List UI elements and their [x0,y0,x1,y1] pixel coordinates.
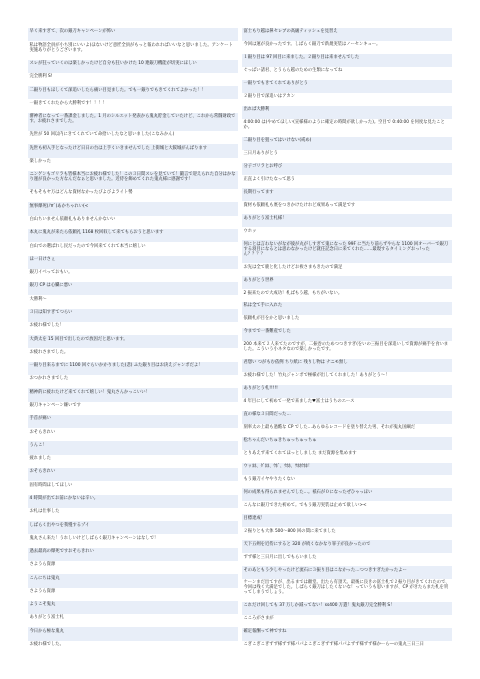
response-row: 松ちゃんだいちゅきちゅっちゅっちゅ [242,437,452,450]
response-row: さようら資源 [28,561,238,574]
response-row: 二銀り目もほしくて深追いしたら痛い目見ました。でも一銀りでもきてくれてよかった！！ [28,86,238,99]
response-row: 刻率太の上最も過酷な CP でした…あらゆるレコードを塗り替えた男、それが鬼丸国綱だ [242,424,452,437]
response-row: 白山ちいません依頼礼もありませんかないい [28,216,238,229]
response-row: 銀刀キャンペーン嫌いです [28,402,238,415]
response-row: １銀り目は 97 回目に来ました。２銀り目は来ませんでした [242,54,452,67]
response-row: 大勝利～ [28,295,238,308]
response-row: 無事爆死(ﾉ∀`)あかちゃれい(< [28,202,238,215]
response-row: おつかれさまでした [28,375,238,388]
response-row: もう銀刀イヤやりたくない [242,475,452,488]
response-row: ウッﾎﾎ、ﾀﾞﾎﾎ、ｳﾎﾞ、ｳﾎﾎ、ｳﾎﾎｳﾎﾎ！ [242,463,452,476]
response-row: 君想い つがもむ依例 ちり紙に 残りし物は ナニモ無し [242,359,452,372]
response-row: 何の成果も得られませんでした…。祇石が０になったぜひゃっほい [242,488,452,501]
response-row: 大典太を 15 回目で出したので放因だと思います。 [28,335,238,348]
response-row: ぐっぱい諸君、とうらら越のための生類になってね [242,67,452,80]
response-row: 2 振来たので大成功！札ばもう越、もちがいない。 [242,289,452,302]
response-row: 4 時間が出てお前にかないは辛い。 [28,495,238,508]
response-row: ケーンまだ出てすが、出るまでは頼堂。出たら有頂天。最後に良きの富士札で２振り目がきてくれたので、今回は残く大満足でした。しばらく銀刀はしたくないな！っていうも思いますが、CP がきたらまた札を買ってしまうでしょう。 [242,579,452,602]
response-row: 今回は運が良かったです。しばらく銀刀で新規実装はノーセンキュー。 [242,41,452,54]
response-row: 今までで一番難産でした [242,328,452,341]
response-row: おそらきれい [28,468,238,481]
response-row: 確定報酬って神ですね [242,628,452,641]
response-row: 富士もり越は鼻セレブの高級ティッシュを見習え [242,28,452,41]
response-row: これだけ回しても 37 万しか減ってない！ss400 万遣！鬼丸銀刀完全勝利 S！ [242,602,452,615]
response-row: 一銀りでもきてくれてありがとう [242,80,452,93]
response-row: 一銀り目来るまでに 1100 回ぐらいかかりました(悲) ふた銀り目はお決えジャンボだよ！ [28,362,238,375]
response-row: 手首が痛い [28,415,238,428]
response-row: 私は全て手に入れた [242,302,452,315]
response-row: ありがとう札!!!!! [242,385,452,398]
response-row: ありがとう富士札様！ [242,214,452,227]
response-row: 一銀きてくれたから大勝利です！！！！ [28,99,238,112]
response-row: おそらきれい [28,428,238,441]
left-response-column [28,28,238,654]
response-row: 目標達成！ [242,514,452,527]
response-row: 4:00:00 は(やめてほしい(宣様様のように確定の時間が欲しかった)。空目で 0:40:00 を何度な見たことか。 [242,119,452,137]
response-row: 分子ゴリラとお呼び [242,163,452,176]
response-row: お疲れ様でした！竹丸ジャンボで極様が出してくれました！ありがとう～！ [242,372,452,385]
response-row: 固有時間ほしてほしい [28,481,238,494]
response-row: スレが狂っていくのは楽しかったけど自分も狂いかけた 10 連銀刀機能が切実にほしい [28,60,238,73]
response-row: ありがとう富士札 [28,614,238,627]
response-row: 二銀り目を狙ってはいけない(戒め) [242,137,452,150]
response-row: ようこそ鬼丸 [28,601,238,614]
response-row: 鬼丸さん来た！うれしいけどしばらく銀刀キャンペーンはなしで！ [28,534,238,547]
response-row: 審神者になって一番課金しました。1 月のシルエット発表から鬼丸貯金していたけど、これから常闘財政です。お疲れさまでした。 [28,113,238,131]
response-row: そのあともう少しやったけど流石に３振り目はこなかった…つつきすぎたかったよー [242,566,452,579]
response-row: ウホッ [242,227,452,240]
response-row: こんなに銀刀できた初めて。でもう銀刀実装は止めて欲しい>< [242,501,452,514]
response-row: お疲れ様でした！ [28,322,238,335]
response-row: さようら資源 [28,588,238,601]
response-row: 200 本来て２人来てたのですが、二振巻のためつつきすぎ(をいの三振目を深追いしで資源が痛手を食いました。こういう小ネタなので楽しかったです。 [242,341,452,359]
response-row: 疲れました [28,455,238,468]
response-row: とりあえず来てくれてほっとしました まだ資源を集めます [242,450,452,463]
response-row: 銀刀イベっておもい。 [28,269,238,282]
response-row: ２銀り目で深追いはアカン [242,93,452,106]
response-row: ３日は知すぎてつらい [28,309,238,322]
response-row: 直の様な３日間だった… [242,411,452,424]
response-row: 4 年目にして初めて一発で来ました♥富士はうちのエース [242,398,452,411]
response-row: しばらく出やつを我慢するゾイ [28,521,238,534]
response-row: 銀刀 CP は心臓に悪い [28,282,238,295]
response-row: 完全勝利 S! [28,73,238,86]
response-row: 出れば大勝利 [242,106,452,119]
response-row: 先世も初入手となったけど日日の台は上手くいきませんでした 上街城と大阪城がんばります [28,144,238,157]
response-row: ２振りとも大体 500～800 回の間に来てました [242,527,452,540]
response-row: 依頼札が目をかと思いました [242,315,452,328]
response-row: 精神的に疲れたけど来てくれて嬉しい！鬼丸さんかっこいい！ [28,388,238,401]
response-row: うんこ！ [28,441,238,454]
response-row: そもそもヤ万はどんな資材なかったびよびよライト勢 [28,189,238,202]
response-row: お札は仕事した [28,508,238,521]
response-row: 先世が 50 回以内にきてくれていて命拾いしたなと思いました(こなみかん) [28,131,238,144]
response-row: 長期行ってます [242,188,452,201]
response-row: こころがさまが [242,615,452,628]
response-row: 今日から極な鬼丸 [28,627,238,640]
response-row: 白山での選ばれし民だったので今回来てくれて本当に嬉しい [28,242,238,255]
response-row: 本丸に鬼丸が来たら依頼礼 1168 枚回収して来てもらおうと思います [28,229,238,242]
response-row: こぎこぎこぎずず様ずず様パパよこぎこぎずず様パパよずず様ずず様かーら―の鬼丸三日三日 [242,641,452,654]
response-row: ほ一日けさぇ [28,256,238,269]
response-row: 何にとは言わないがなが彼が丸がしすぎて鬼になった 99F に当たり前らずやらな 1100 回オーバーで銀刀する羽目になるとは思わなかったけど就任記念日に来てくれた……最現するタイミングおっ!ったん？？？？ [242,240,452,263]
right-response-column [242,28,452,654]
response-row: 私は物語全員が小ち別にいいよ(ほないけど意匠全員がもっと報われればいいなと思いました。アンケート実施ありがとうございます。 [28,41,238,59]
response-row: 資材も依頼礼も底をつきかけたけれど成果あって満足です [242,201,452,214]
response-row: こんにちは鬼丸 [28,574,238,587]
response-row: お疲れさまでした。 [28,348,238,361]
response-row: 三日月ありがとう [242,150,452,163]
response-row: 天下五剣を近侍にすると 320 が続くなかなり罪子が良かったので [242,540,452,553]
response-row: ずず様と三日月に出しでもらいました [242,553,452,566]
response-row: 楽しかった [28,158,238,171]
response-row: ニンゲンもゴリラも皆様本当にお疲れ様でした！この３日間スレを見ていて！鍛言で迎えられた自分はかなり運が良かった方なんだなぁと思いました。近侍を飾めてくれた鬼丸様に感謝です！ [28,171,238,189]
response-row: 正直よく引けたなって思う [242,175,452,188]
response-row: お先は全て鹿と化したけどお祓さまもきたので満足 [242,263,452,276]
survey-responses-page [28,28,452,654]
response-row: 早く来すぎて、次の銀刀キャンペーンが怖い [28,28,238,41]
response-row: ありがとう世界 [242,276,452,289]
response-row: 過去最高の爆死ですおそらきれい [28,548,238,561]
response-row: お疲れ様でした。 [28,641,238,654]
